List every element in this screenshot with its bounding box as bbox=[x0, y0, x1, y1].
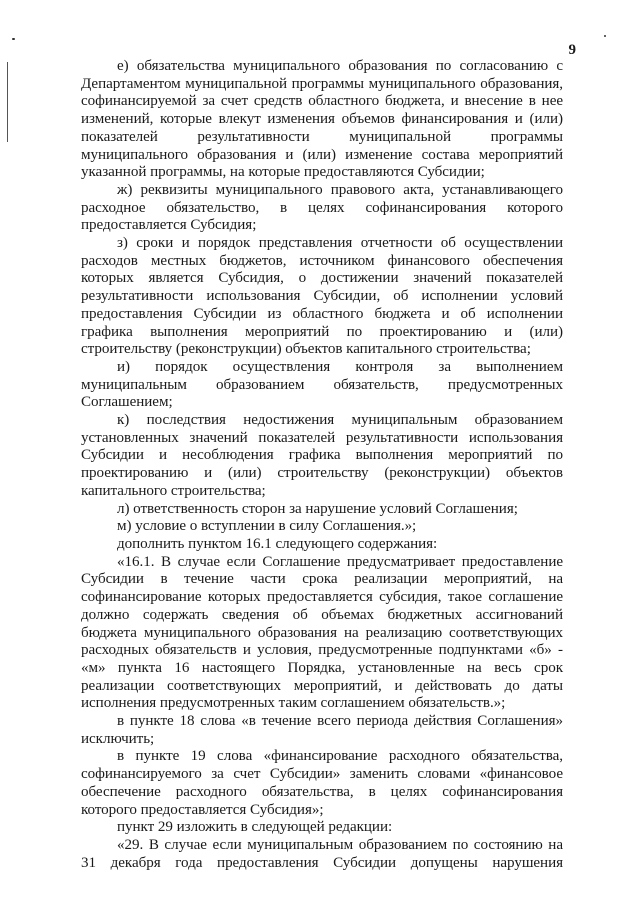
scan-margin-mark bbox=[7, 62, 8, 142]
paragraph-i: и) порядок осуществления контроля за выполнением муниципальным образованием обязательств, предусмотренных Соглашением; bbox=[81, 358, 563, 411]
paragraph-add-16-1: дополнить пунктом 16.1 следующего содержания: bbox=[117, 535, 438, 552]
paragraph-19: в пункте 19 слова «финансирование расходного обязательства, софинансируемого за счет Субсидии» заменить словами «финансовое обеспечение расходного обязательства, в целях софинансирования которого предоставляется Субсидия»; bbox=[81, 748, 563, 818]
document-body bbox=[81, 58, 563, 872]
scan-speck bbox=[604, 35, 606, 37]
paragraph-16-1: «16.1. В случае если Соглашение предусматривает предоставление Субсидии в течение части срока реализации мероприятий, на софинансирование которых предоставляется субсидия, такое соглашение должно содержать сведения об объемах бюджетных ассигнований бюджета муниципального образования на реализацию соответствующих расходных обязательств и условия, предусмотренные подпунктами «б» - «м» пункта 16 настоящего Порядка, установленные на весь срок реализации соответствующих мероприятий, и действовать до даты исполнения предусмотренных таким соглашением обязательств.»; bbox=[81, 553, 563, 712]
paragraph-29: «29. В случае если муниципальным образованием по состоянию на 31 декабря года предоставления Субсидии допущены нарушения bbox=[81, 836, 563, 871]
paragraph-k: к) последствия недостижения муниципальным образованием установленных значений показателей результативности использования Субсидии и несоблюдения графика выполнения мероприятий по проектированию и (или) строительству (реконструкции) объектов капитального строительства; bbox=[81, 412, 563, 499]
paragraph-z: з) сроки и порядок представления отчетности об осуществлении расходов местных бюджетов, источником финансового обеспечения которых является Субсидия, о достижении значений показателей результативности использования Субсидии, об исполнении условий предоставления Субсидии из областного бюджета и об исполнении графика выполнения мероприятий по проектированию и (или) строительству (реконструкции) объектов капитального строительства; bbox=[81, 235, 563, 358]
paragraph-29-intro: пункт 29 изложить в следующей редакции: bbox=[117, 819, 393, 836]
scan-speck bbox=[12, 38, 15, 40]
paragraph-l: л) ответственность сторон за нарушение условий Соглашения; bbox=[117, 500, 518, 517]
paragraph-zh: ж) реквизиты муниципального правового акта, устанавливающего расходное обязательство, в целях софинансирования которого предоставляется Субсидия; bbox=[81, 181, 563, 234]
paragraph-e: е) обязательства муниципального образования по согласованию с Департаментом муниципальной программы муниципального образования, софинансируемой за счет средств областного бюджета, и внесение в нее изменений, которые влекут изменения объемов финансирования и (или) показателей результативности муниципальной программы муниципального образования и (или) изменение состава мероприятий указанной программы, на которые предоставляются Субсидии; bbox=[81, 58, 563, 181]
paragraph-m: м) условие о вступлении в силу Соглашения.»; bbox=[117, 518, 417, 535]
paragraph-18: в пункте 18 слова «в течение всего периода действия Соглашения» исключить; bbox=[81, 713, 563, 747]
page-number: 9 bbox=[568, 42, 576, 58]
